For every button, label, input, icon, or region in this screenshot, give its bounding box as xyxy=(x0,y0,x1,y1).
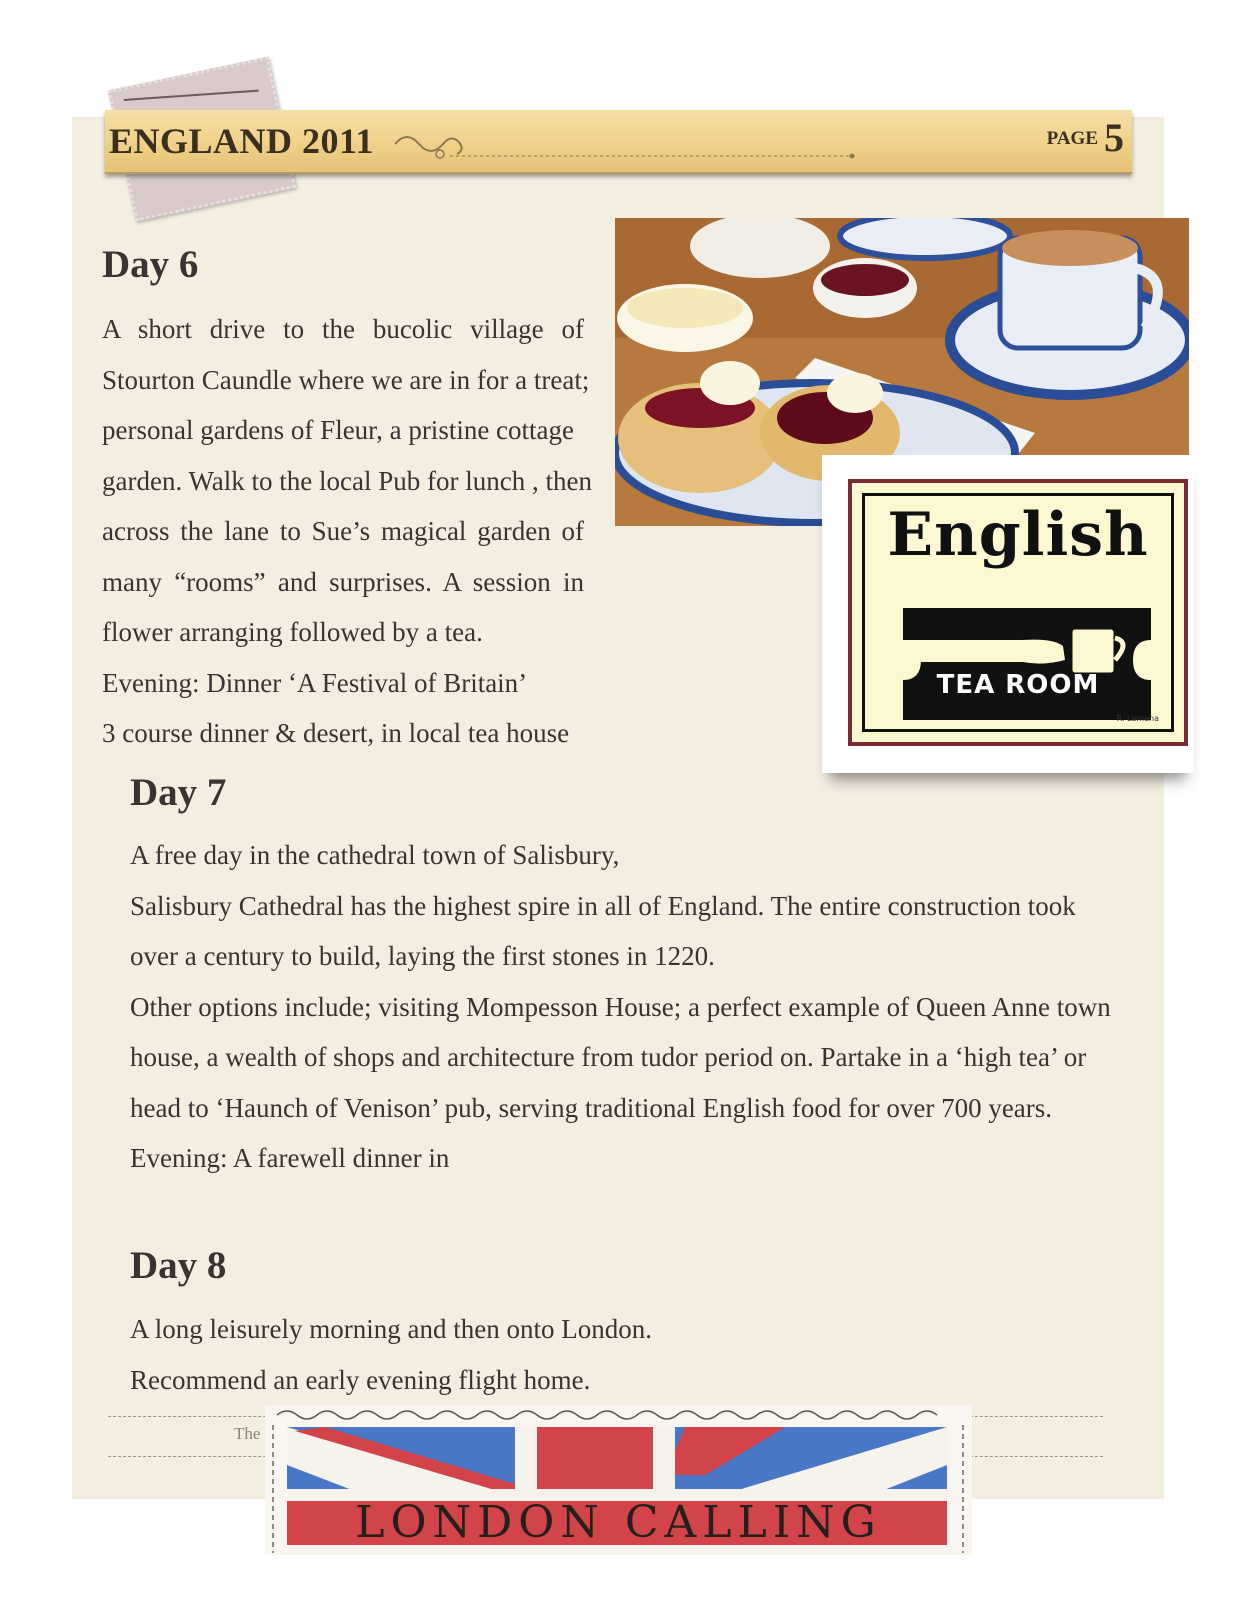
page-label: PAGE xyxy=(1046,128,1098,149)
day-6-line: flower arranging followed by a tea. xyxy=(102,617,483,647)
day-7-line: house, a wealth of shops and architecture from tudor period on. Partake in a ‘high tea’ or xyxy=(130,1042,1087,1072)
page-title: ENGLAND 2011 xyxy=(109,121,375,161)
day-6-line: personal gardens of Fleur, a pristine cottage xyxy=(102,415,575,445)
sign-signature: R. Lamana xyxy=(1116,714,1159,723)
day-7-line: A free day in the cathedral town of Salisbury, xyxy=(130,840,620,870)
day-6-line: A short drive to the bucolic village of xyxy=(102,314,584,344)
tea-room-sign-card xyxy=(822,455,1194,773)
footer-text: The xyxy=(234,1424,261,1443)
teacup-hand-icon xyxy=(893,600,1161,728)
page-number: 5 xyxy=(1104,115,1124,160)
day-6-heading: Day 6 xyxy=(102,243,199,286)
day-8-line: Recommend an early evening flight home. xyxy=(130,1364,591,1395)
day-8-line: A long leisurely morning and then onto London. xyxy=(130,1314,652,1344)
day-7-line: Other options include; visiting Mompesson House; a perfect example of Queen Anne town xyxy=(130,991,1111,1022)
day-6-line: across the lane to Sue’s magical garden of xyxy=(102,516,584,546)
header-banner xyxy=(105,110,1132,174)
day-6-line: garden. Walk to the local Pub for lunch , then xyxy=(102,465,592,496)
tea-room-sign xyxy=(848,479,1188,746)
london-calling-text: LONDON CALLING xyxy=(355,1497,882,1548)
day-7-line: over a century to build, laying the first stones in 1220. xyxy=(130,941,715,971)
day-7-line: head to ‘Haunch of Venison’ pub, serving traditional English food for over 700 years. xyxy=(130,1092,1053,1123)
day-8-heading: Day 8 xyxy=(130,1244,227,1287)
day-6-line: Evening: Dinner ‘A Festival of Britain’ xyxy=(102,667,528,698)
sign-word: English xyxy=(887,500,1149,570)
day-7-heading: Day 7 xyxy=(130,771,227,814)
day-6-text xyxy=(102,304,592,759)
day-7-line: Salisbury Cathedral has the highest spire in all of England. The entire construction took xyxy=(130,890,1076,921)
day-7-line: Evening: A farewell dinner in xyxy=(130,1143,450,1173)
flourish-ornament-icon xyxy=(390,124,860,164)
sign-subtitle: TEA ROOM xyxy=(936,670,1100,700)
day-6-line: many “rooms” and surprises. A session in xyxy=(102,566,584,597)
london-calling-banner xyxy=(265,1405,972,1555)
day-8-text xyxy=(130,1304,1030,1405)
day-6-line: 3 course dinner & desert, in local tea house xyxy=(102,718,570,748)
day-7-text xyxy=(130,830,1111,1184)
day-6-line: Stourton Caundle where we are in for a treat; xyxy=(102,364,590,395)
